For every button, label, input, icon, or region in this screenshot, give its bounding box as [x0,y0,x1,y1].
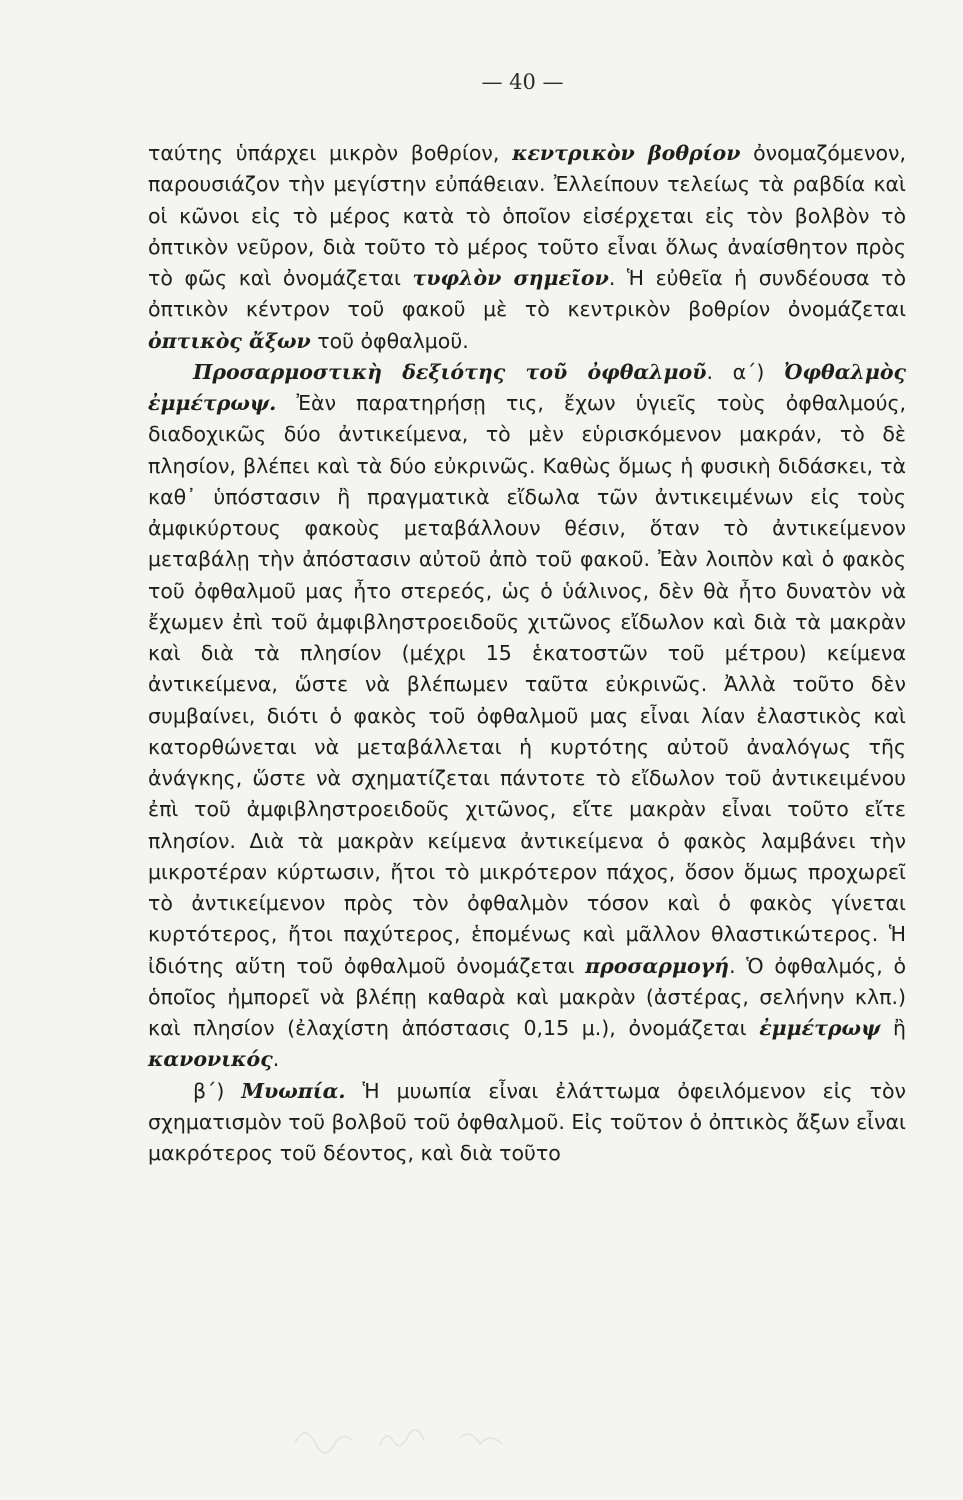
text-run: ἢ [880,1016,906,1040]
emphasized-term: προσαρμογή [585,953,730,978]
paragraph [148,1076,906,1170]
body-text [148,138,906,1169]
emphasized-term: Μυωπία. [241,1078,346,1103]
text-run: ταύτης ὑπάρχει μικρὸν βοθρίον, [148,141,513,165]
text-run: Ἐὰν παρατηρήσῃ τις, ἔχων ὑγιεῖς τοὺς ὀφθαλμούς, διαδοχικῶς δύο ἀντικείμενα, τὸ μὲν εὑρισκόμενον μακράν, τὸ δὲ πλησίον, βλέπει καὶ τὰ δύο εὐκρινῶς. Καθὼς ὅμως ἡ φυσικὴ διδάσκει, τὰ καθ᾽ ὑπόστασιν ἢ πραγματικὰ εἴδωλα τῶν ἀντικειμένων εἰς τοὺς ἀμφικύρτους φακοὺς μεταβάλλουν θέσιν, ὅταν τὸ ἀντικείμενον μεταβάλῃ τὴν ἀπόστασιν αὐτοῦ ἀπὸ τοῦ φακοῦ. Ἐὰν λοιπὸν καὶ ὁ φακὸς τοῦ ὀφθαλμοῦ μας ἦτο στερεός, ὡς ὁ ὑάλινος, δὲν θὰ ἦτο δυνατὸν νὰ ἔχωμεν ἐπὶ τοῦ ἀμφιβληστροειδοῦς χιτῶνος εἴδωλον καὶ διὰ τὰ μακρὰν καὶ διὰ τὰ πλησίον (μέχρι 15 ἑκατοστῶν τοῦ μέτρου) κείμενα ἀντικείμενα, ὥστε νὰ βλέπωμεν ταῦτα εὐκρινῶς. Ἀλλὰ τοῦτο δὲν συμβαίνει, διότι ὁ φακὸς τοῦ ὀφθαλμοῦ μας εἶναι λίαν ἐλαστικὸς καὶ κατορθώνεται νὰ μεταβάλλεται ἡ κυρτότης αὐτοῦ ἀναλόγως τῆς ἀνάγκης, ὥστε νὰ σχηματίζεται πάντοτε τὸ εἴδωλον τοῦ ἀντικειμένου ἐπὶ τοῦ ἀμφιβληστροειδοῦς χιτῶνος, εἴτε μακρὰν εἶναι τοῦτο εἴτε πλησίον. Διὰ τὰ μακρὰν κείμενα ἀντικείμενα ὁ φακὸς λαμβάνει τὴν μικροτέραν κύρτωσιν, ἤτοι τὸ μικρότερον πάχος, ὅσον ὅμως προχωρεῖ τὸ ἀντικείμενον πρὸς τὸν ὀφθαλμὸν τόσον καὶ ὁ φακὸς γίνεται κυρτότερος, ἤτοι παχύτερος, ἑπομένως καὶ μᾶλλον θλαστικώτερος. Ἡ ἰδιότης αὕτη τοῦ ὀφθαλμοῦ ὀνομάζεται [148,391,906,978]
emphasized-term: Ὀφθαλμὸς ἐμμέτρωψ. [148,359,907,415]
emphasized-term: Προσαρμοστικὴ δεξιότης τοῦ ὀφθαλμοῦ [193,359,707,384]
emphasized-term: ὀπτικὸς ἄξων [148,328,311,353]
text-run: . Ἡ εὐθεῖα ἡ συνδέουσα τὸ ὀπτικὸν κέντρον τοῦ φακοῦ μὲ τὸ κεντρικὸν βοθρίον ὀνομάζεται [148,266,906,322]
text-run: ὀνομαζόμενον, παρουσιάζον τὴν μεγίστην εὐπάθειαν. Ἐλλείπουν τελείως τὰ ραβδία καὶ οἱ κῶνοι εἰς τὸ μέρος κατὰ τὸ ὁποῖον εἰσέρχεται εἰς τὸν βολβὸν τὸ ὀπτικὸν νεῦρον, διὰ τοῦτο τὸ μέρος τοῦτο εἶναι ὅλως ἀναίσθητον πρὸς τὸ φῶς καὶ ὀνομάζεται [148,141,906,290]
paragraph [148,357,906,1076]
text-run: τοῦ ὀφθαλμοῦ. [310,328,469,353]
text-run: . [272,1047,280,1072]
text-run: . Ὁ ὀφθαλμός, ὁ ὁποῖος ἠμπορεῖ νὰ βλέπῃ καθαρὰ καὶ μακρὰν (ἀστέρας, σελήνην κλπ.) καὶ πλησίον (ἐλαχίστη ἀπόστασις 0,15 μ.), ὀνομάζεται [148,953,906,1040]
pencil-scribble-mark [290,1418,550,1465]
emphasized-term: κεντρικὸν βοθρίον [512,141,741,165]
text-run: β΄) [193,1078,242,1103]
emphasized-term: ἐμμέτρωψ [759,1016,881,1040]
paragraph [148,138,906,357]
text-run: Ἡ μυωπία εἶναι ἐλάττωμα ὀφειλόμενον εἰς τὸν σχηματισμὸν τοῦ βολβοῦ τοῦ ὀφθαλμοῦ. Εἰς τοῦτον ὁ ὀπτικὸς ἄξων εἶναι μακρότερος τοῦ δέοντος, καὶ διὰ τοῦτο [148,1078,906,1165]
emphasized-term: τυφλὸν σημεῖον [412,266,609,290]
page-number: — 40 — [481,70,564,94]
text-run: . α΄) [706,359,785,384]
emphasized-term: κανονικός [148,1047,273,1072]
